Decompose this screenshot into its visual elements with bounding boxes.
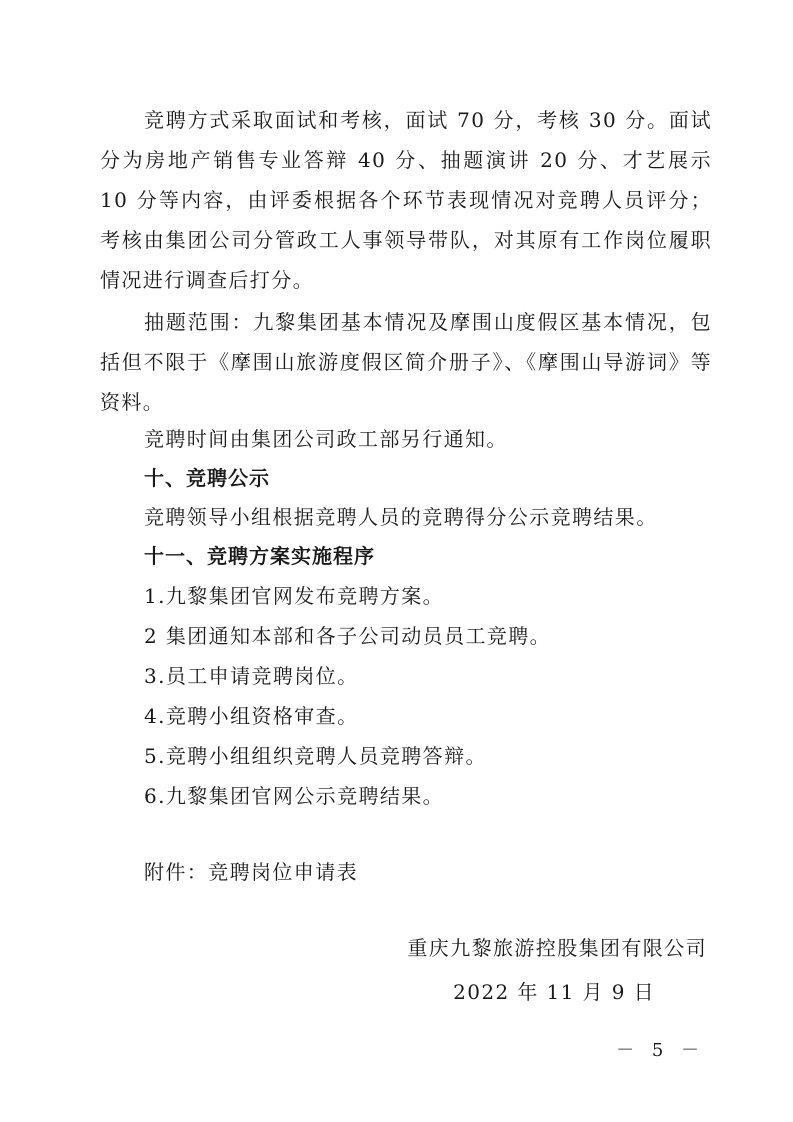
procedure-step-3: 3.员工申请竞聘岗位。 — [144, 664, 359, 688]
procedure-step-5: 5.竞聘小组组织竞聘人员竞聘答辩。 — [144, 744, 487, 768]
section-10-heading: 十、竞聘公示 — [144, 466, 270, 490]
paragraph-competition-time: 竞聘时间由集团公司政工部另行通知。 — [144, 427, 508, 451]
attachment-note: 附件：竞聘岗位申请表 — [144, 860, 358, 884]
paragraph-competition-method: 竞聘方式采取面试和考核，面试 70 分，考核 30 分。面试分为房地产销售专业答辩 40 分、抽题演讲 20 分、才艺展示 10 分等内容，由评委根据各个环节表现情况对竞聘人员评分；考核由集团公司分管政工人事领导带队，对其原有工作岗位履职情况进行调查后打分。 — [100, 108, 712, 292]
signature-organization: 重庆九黎旅游控股集团有限公司 — [407, 936, 707, 960]
page-number: － 5 － — [616, 1040, 705, 1061]
procedure-step-2: 2 集团通知本部和各子公司动员员工竞聘。 — [144, 624, 552, 648]
signature-date: 2022 年 11 月 9 日 — [453, 980, 655, 1004]
procedure-step-1: 1.九黎集团官网发布竞聘方案。 — [144, 584, 445, 608]
section-11-heading: 十一、竞聘方案实施程序 — [144, 544, 375, 568]
paragraph-question-scope: 抽题范围：九黎集团基本情况及摩围山度假区基本情况，包括但不限于《摩围山旅游度假区简介册子》、《摩围山导游词》等资料。 — [100, 310, 712, 414]
procedure-step-6: 6.九黎集团官网公示竞聘结果。 — [144, 784, 445, 808]
section-10-body: 竞聘领导小组根据竞聘人员的竞聘得分公示竞聘结果。 — [144, 505, 658, 529]
procedure-step-4: 4.竞聘小组资格审查。 — [144, 704, 359, 728]
